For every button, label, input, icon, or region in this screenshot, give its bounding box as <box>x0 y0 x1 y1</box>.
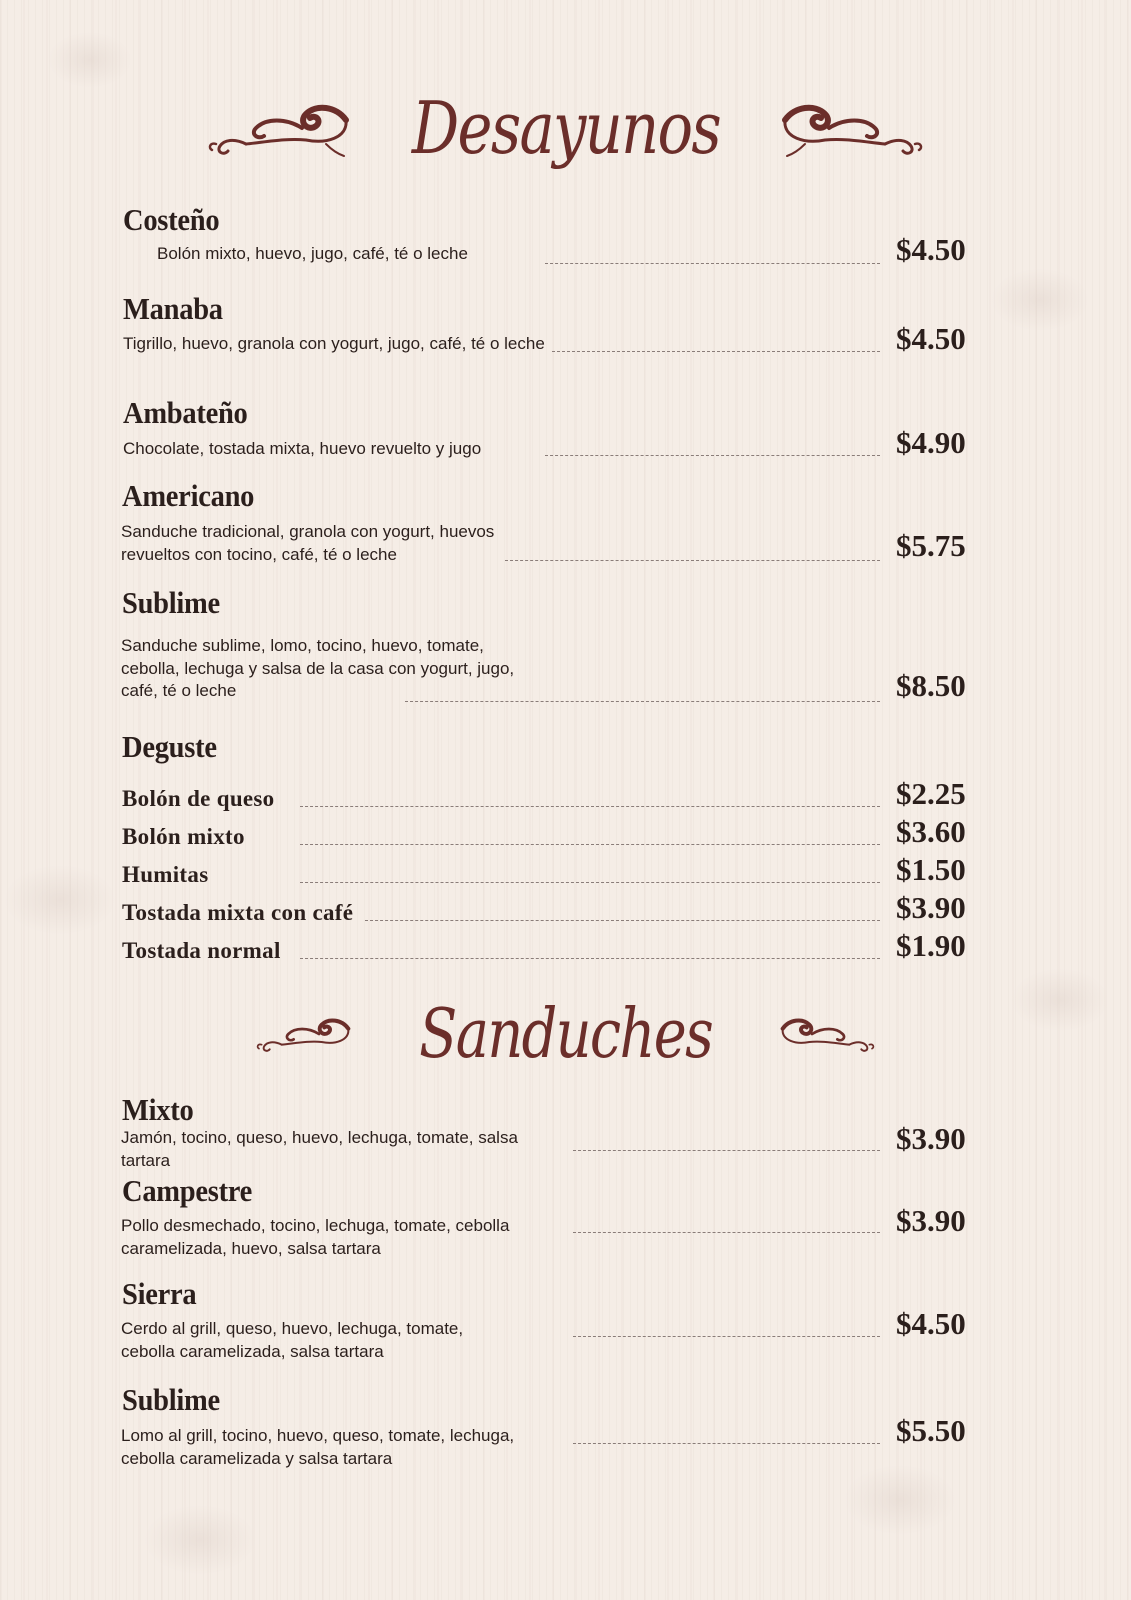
item-price: $4.90 <box>896 425 966 460</box>
item-price: $3.90 <box>896 1203 966 1238</box>
dotted-leader <box>300 958 880 959</box>
dotted-leader <box>300 806 880 807</box>
flourish-left-icon <box>206 98 356 158</box>
dotted-leader <box>573 1443 880 1444</box>
item-price: $5.50 <box>896 1413 966 1448</box>
deguste-item-price: $3.60 <box>896 814 966 849</box>
item-description: Sanduche sublime, lomo, tocino, huevo, tomate, cebolla, lechuga y salsa de la casa con yogurt, jugo, café, té o leche <box>121 636 515 700</box>
item-description: Chocolate, tostada mixta, huevo revuelto y jugo <box>123 439 482 458</box>
item-name: Sierra <box>122 1276 197 1311</box>
deguste-item-price: $2.25 <box>896 776 966 811</box>
item-name: Costeño <box>123 202 220 237</box>
dotted-leader <box>573 1232 880 1233</box>
dotted-leader <box>505 560 880 561</box>
dotted-leader <box>365 920 880 921</box>
flourish-left-icon <box>255 1014 355 1054</box>
deguste-item-price: $1.50 <box>896 852 966 887</box>
item-price: $5.75 <box>896 528 966 563</box>
item-name: Sublime <box>122 1382 220 1417</box>
item-name: Sublime <box>122 585 220 620</box>
deguste-item-name: Tostada normal <box>122 938 281 963</box>
item-name: Campestre <box>122 1173 253 1208</box>
item-description: Cerdo al grill, queso, huevo, lechuga, tomate, cebolla caramelizada, salsa tartara <box>121 1319 464 1361</box>
deguste-item-name: Bolón de queso <box>122 786 275 811</box>
item-description: Jamón, tocino, queso, huevo, lechuga, tomate, salsa tartara <box>121 1128 518 1170</box>
dotted-leader <box>545 455 880 456</box>
item-name: Mixto <box>122 1092 194 1127</box>
dotted-leader <box>573 1150 880 1151</box>
deguste-item-price: $1.90 <box>896 928 966 963</box>
item-name: Americano <box>122 478 255 513</box>
flourish-right-icon <box>775 98 925 158</box>
deguste-item-name: Tostada mixta con café <box>122 900 354 925</box>
deguste-item-price: $3.90 <box>896 890 966 925</box>
item-price: $8.50 <box>896 668 966 703</box>
item-price: $4.50 <box>896 1306 966 1341</box>
dotted-leader <box>545 263 880 264</box>
dotted-leader <box>573 1336 880 1337</box>
section-header-sanduches <box>0 994 1131 1074</box>
flourish-right-icon <box>776 1014 876 1054</box>
item-price: $4.50 <box>896 321 966 356</box>
item-price: $4.50 <box>896 232 966 267</box>
item-description: Pollo desmechado, tocino, lechuga, tomate, cebolla caramelizada, huevo, salsa tartara <box>121 1216 510 1258</box>
section-title-sanduches: Sanduches <box>419 994 712 1074</box>
item-description: Tigrillo, huevo, granola con yogurt, jugo, café, té o leche <box>123 334 545 353</box>
deguste-item-name: Bolón mixto <box>122 824 245 849</box>
item-name: Ambateño <box>123 395 248 430</box>
dotted-leader <box>552 351 880 352</box>
deguste-item-name: Humitas <box>122 862 209 887</box>
section-title-desayunos: Desayunos <box>411 86 720 170</box>
deguste-title: Deguste <box>122 729 217 764</box>
dotted-leader <box>300 882 880 883</box>
item-description: Bolón mixto, huevo, jugo, café, té o leche <box>157 244 468 263</box>
item-price: $3.90 <box>896 1121 966 1156</box>
item-description: Lomo al grill, tocino, huevo, queso, tomate, lechuga, cebolla caramelizada y salsa tartara <box>121 1426 515 1468</box>
dotted-leader <box>405 701 880 702</box>
dotted-leader <box>300 844 880 845</box>
item-description: Sanduche tradicional, granola con yogurt, huevos revueltos con tocino, café, té o leche <box>121 522 495 564</box>
section-header-desayunos <box>0 88 1131 168</box>
item-name: Manaba <box>123 291 223 326</box>
